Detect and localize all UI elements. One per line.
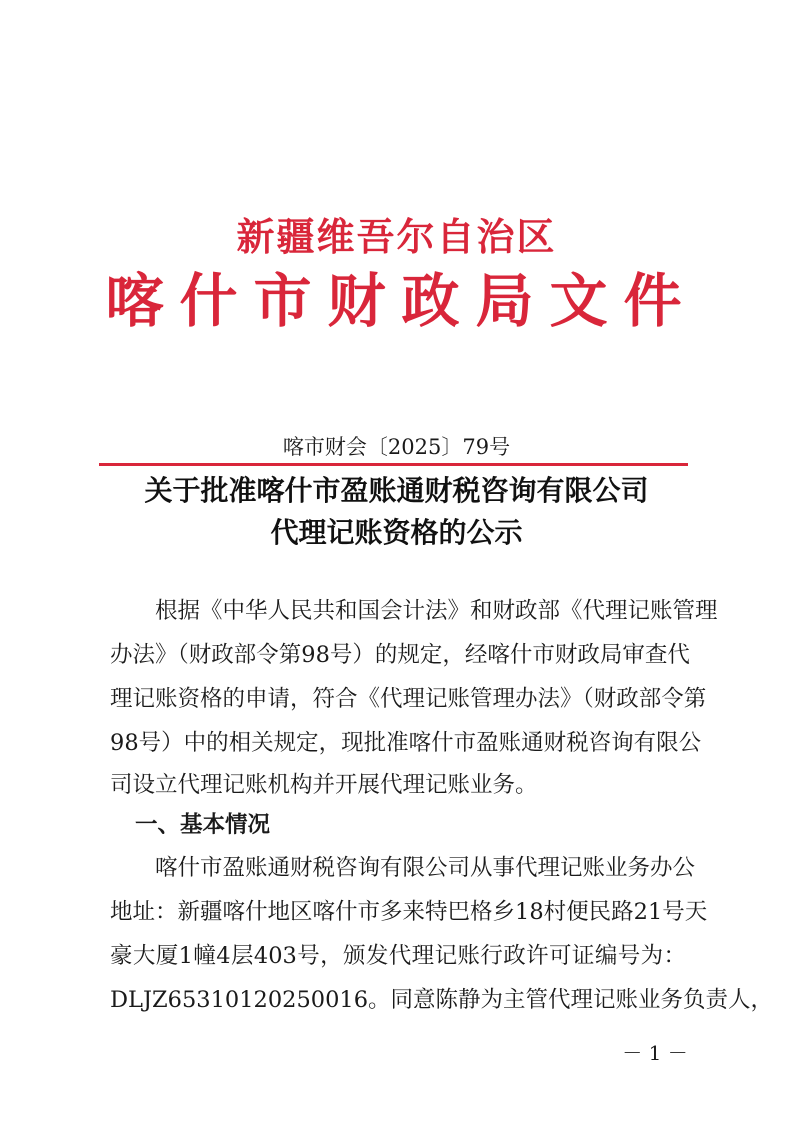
- page-number: － 1 －: [622, 1041, 688, 1065]
- paragraph2-line4: DLJZ65310120250016。同意陈静为主管代理记账业务负责人，: [110, 987, 774, 1013]
- section-heading-basic-info: 一、基本情况: [135, 812, 271, 838]
- red-divider: [99, 463, 688, 466]
- paragraph2-line1: 喀什市盈账通财税咨询有限公司从事代理记账业务办公: [155, 855, 696, 881]
- paragraph1-line3: 理记账资格的申请，符合《代理记账管理办法》（财政部令第: [110, 686, 707, 712]
- document-title-line1: 关于批准喀什市盈账通财税咨询有限公司: [144, 474, 649, 507]
- document-title-line2: 代理记账资格的公示: [270, 516, 523, 549]
- paragraph1-line1: 根据《中华人民共和国会计法》和财政部《代理记账管理: [155, 598, 718, 624]
- paragraph2-line3: 豪大厦1幢4层403号，颁发代理记账行政许可证编号为：: [110, 943, 686, 969]
- paragraph1-line4: 98号）中的相关规定，现批准喀什市盈账通财税咨询有限公: [110, 730, 702, 756]
- paragraph2-line2: 地址：新疆喀什地区喀什市多来特巴格乡18村便民路21号天: [110, 899, 708, 925]
- header-line1: 新疆维吾尔自治区: [236, 214, 557, 259]
- paragraph1-line5: 司设立代理记账机构并开展代理记账业务。: [110, 772, 538, 798]
- header-line2: 喀什市财政局文件: [105, 267, 698, 335]
- document-number: 喀市财会〔2025〕79号: [282, 435, 511, 459]
- paragraph1-line2: 办法》（财政部令第98号）的规定，经喀什市财政局审查代: [110, 642, 690, 668]
